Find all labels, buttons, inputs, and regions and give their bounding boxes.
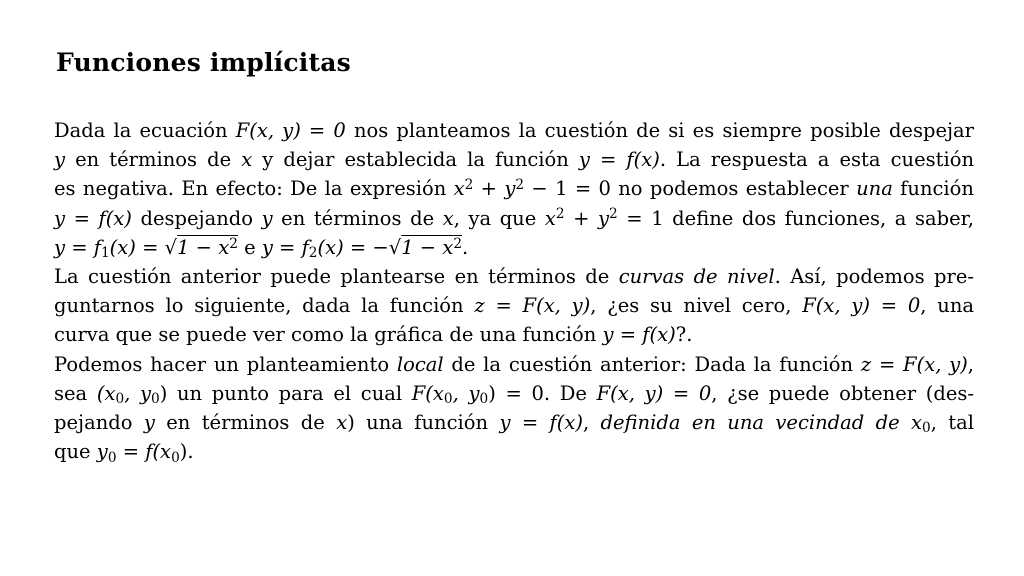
text-run: sea — [54, 381, 97, 405]
math-expression: , y — [452, 381, 480, 405]
text-run: . De — [543, 381, 597, 405]
math-expression: + y — [473, 177, 516, 201]
math-variable: x — [453, 177, 465, 201]
paragraph-1-line-2 — [54, 145, 974, 174]
paragraph-3-line-1 — [54, 350, 974, 379]
text-run: en términos de — [154, 411, 337, 435]
paragraph-1-line-1 — [54, 116, 974, 145]
text-run: ) una función — [347, 411, 500, 435]
math-subscript: 0 — [115, 391, 125, 408]
text-run: función — [892, 177, 974, 201]
math-exponent: 2 — [609, 206, 618, 223]
text-run: curva que se puede ver como la gráfica de una función — [54, 323, 603, 347]
text-run: , ¿es su nivel cero, — [590, 294, 803, 318]
math-subscript: 0 — [171, 449, 180, 466]
text-run: en términos de — [65, 148, 242, 172]
math-expression: z = F(x, y) — [474, 294, 591, 318]
text-run: La cuestión anterior puede plantearse en términos de — [54, 265, 619, 289]
text-run: despejando — [131, 206, 262, 230]
math-expression: y = f — [261, 235, 309, 259]
text-run: . La respuesta a esta cuestión — [659, 148, 975, 172]
math-subscript: 0 — [922, 420, 931, 437]
paragraph-1-line-4 — [54, 204, 974, 233]
math-expression: y = f(x) — [499, 411, 583, 435]
math-expression: + y — [564, 206, 610, 230]
sqrt-radicand — [401, 236, 462, 259]
text-run: e — [237, 235, 262, 259]
math-expression: ) — [159, 381, 168, 405]
math-exponent: 2 — [555, 206, 565, 223]
document-body — [54, 116, 974, 466]
math-exponent: 2 — [453, 235, 463, 252]
text-run: . — [462, 235, 469, 259]
math-expression: y = f(x) — [578, 148, 660, 172]
math-expression: F(x — [411, 381, 444, 405]
math-expression: y = f(x) — [54, 206, 132, 230]
text-run: y dejar establecida la función — [252, 148, 579, 172]
text-run: nos planteamos la cuestión de si es siempre posible despejar — [345, 119, 974, 142]
text-run: , — [582, 411, 601, 435]
paragraph-1-line-3 — [54, 174, 974, 203]
emphasis-text: local — [396, 352, 444, 376]
math-subscript: 0 — [443, 391, 453, 408]
emphasis-text: definida en una vecindad de — [600, 411, 912, 435]
math-expression: (x) = −√ — [317, 235, 402, 259]
math-subscript: 0 — [107, 449, 117, 466]
text-run: un punto para el cual — [167, 381, 412, 405]
math-expression: = 1 — [617, 206, 664, 230]
text-run: guntarnos lo siguiente, dada la función — [54, 294, 475, 318]
math-expression: (x — [96, 381, 116, 405]
text-run: no podemos establecer — [610, 177, 857, 201]
math-variable: x — [911, 411, 923, 435]
math-variable: y — [261, 206, 273, 230]
text-run: en términos de — [272, 206, 443, 230]
text-run: , — [967, 352, 974, 376]
math-expression: , y — [124, 381, 152, 405]
text-run: , tal — [930, 411, 974, 435]
math-expression: F(x, y) = 0 — [802, 294, 921, 318]
paragraph-2-line-3 — [54, 320, 974, 349]
math-exponent: 2 — [229, 235, 238, 252]
math-expression: y = f(x) — [602, 323, 676, 347]
paragraph-3-line-3 — [54, 408, 974, 437]
math-subscript: 2 — [308, 245, 318, 262]
paragraph-1-line-5 — [54, 233, 974, 262]
text-run: , ya que — [453, 206, 545, 230]
section-title: Funciones implícitas — [56, 48, 351, 77]
math-variable: x — [241, 148, 253, 172]
math-exponent: 2 — [464, 177, 474, 194]
text-run: pejando — [54, 411, 144, 435]
text-run: . Así, podemos pre- — [774, 265, 974, 289]
text-run: , ¿se puede obtener (des- — [711, 381, 974, 405]
math-expression: (x) = √ — [109, 235, 178, 259]
text-run: que — [54, 440, 97, 464]
math-expression: z = F(x, y) — [860, 352, 968, 376]
math-variable: x — [544, 206, 556, 230]
emphasis-text: curvas de nivel — [618, 265, 775, 289]
math-variable: y — [54, 148, 66, 172]
math-subscript: 0 — [479, 391, 489, 408]
math-subscript: 1 — [100, 245, 110, 262]
sqrt-radicand — [177, 236, 238, 259]
text-run: es negativa. En efecto: De la expresión — [54, 177, 454, 201]
math-expression: F(x, y) = 0 — [235, 119, 346, 142]
emphasis-text: una — [856, 177, 893, 201]
math-expression: y = f — [54, 235, 101, 259]
math-expression: 1 − x — [177, 235, 230, 259]
math-expression: − 1 = 0 — [524, 177, 611, 201]
text-run: , una — [920, 294, 974, 318]
math-variable: x — [336, 411, 348, 435]
text-run: ?. — [675, 323, 693, 347]
math-subscript: 0 — [151, 391, 160, 408]
math-expression: 1 − x — [401, 235, 454, 259]
text-run: Dada la ecuación — [54, 119, 236, 142]
paragraph-2-line-1 — [54, 262, 974, 291]
text-run: de la cuestión anterior: Dada la función — [443, 352, 861, 376]
math-variable: y — [96, 440, 108, 464]
text-run: define dos funciones, a saber, — [663, 206, 974, 230]
math-variable: y — [143, 411, 155, 435]
math-exponent: 2 — [515, 177, 525, 194]
paragraph-3-line-4 — [54, 437, 974, 466]
math-expression: F(x, y) = 0 — [596, 381, 712, 405]
text-run: . — [187, 440, 194, 464]
math-variable: x — [442, 206, 454, 230]
math-expression: = f(x — [116, 440, 172, 464]
math-expression: ) — [179, 440, 188, 464]
paragraph-2-line-2 — [54, 291, 974, 320]
math-expression: ) = 0 — [488, 381, 544, 405]
text-run: Podemos hacer un planteamiento — [54, 352, 397, 376]
paragraph-3-line-2 — [54, 379, 974, 408]
